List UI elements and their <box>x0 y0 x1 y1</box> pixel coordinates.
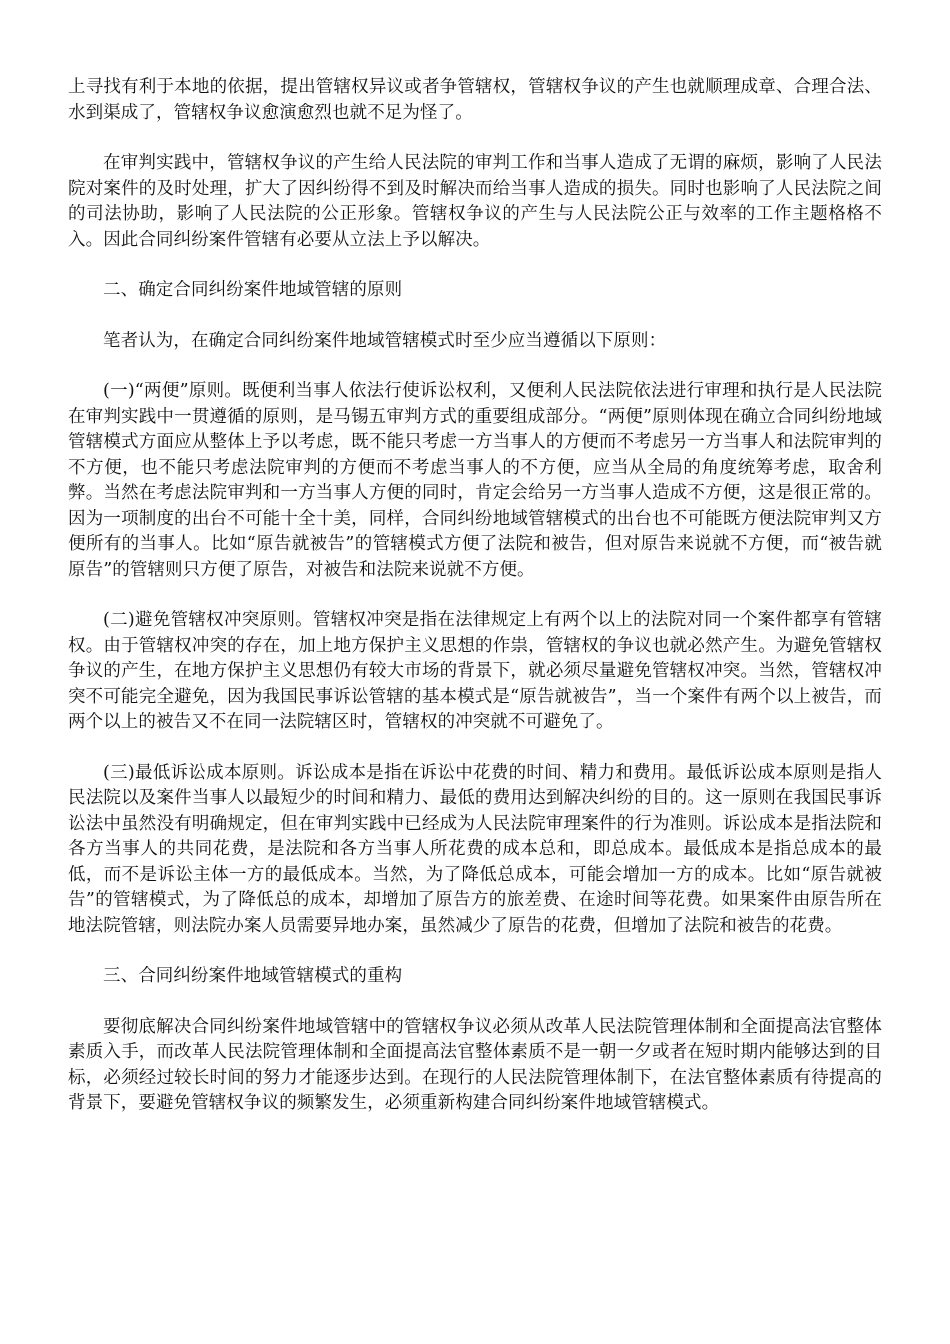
document-body <box>68 75 882 1142</box>
paragraph-jurisdiction-dispute-impact: 在审判实践中，管辖权争议的产生给人民法院的审判工作和当事人造成了无谓的麻烦，影响了人民法院对案件的及时处理，扩大了因纠纷得不到及时解决而给当事人造成的损失。同时也影响了人民法院之间的司法协助，影响了人民法院的公正形象。管辖权争议的产生与人民法院公正与效率的工作主题格格不入。因此合同纠纷案件管辖有必要从立法上予以解决。 <box>68 153 882 250</box>
paragraph-reconstruction: 要彻底解决合同纠纷案件地域管辖中的管辖权争议必须从改革人民法院管理体制和全面提高法官整体素质入手，而改革人民法院管理体制和全面提高法官整体素质不是一朝一夕或者在短时期内能够达到的目标，必须经过较长时间的努力才能逐步达到。在现行的人民法院管理体制下，在法官整体素质有待提高的背景下，要避免管辖权争议的频繁发生，必须重新构建合同纠纷案件地域管辖模式。 <box>68 1016 882 1113</box>
paragraph-continuation: 上寻找有利于本地的依据，提出管辖权异议或者争管辖权，管辖权争议的产生也就顺理成章、合理合法、水到渠成了，管辖权争议愈演愈烈也就不足为怪了。 <box>68 77 882 123</box>
paragraph-principle-avoid-conflict: (二)避免管辖权冲突原则。管辖权冲突是指在法律规定上有两个以上的法院对同一个案件都享有管辖权。由于管辖权冲突的存在，加上地方保护主义思想的作祟，管辖权的争议也就必然产生。为避免管辖权争议的产生，在地方保护主义思想仍有较大市场的背景下，就必须尽量避免管辖权冲突。当然，管辖权冲突不可能完全避免，因为我国民事诉讼管辖的基本模式是“原告就被告”，当一个案件有两个以上被告，而两个以上的被告又不在同一法院辖区时，管辖权的冲突就不可避免了。 <box>68 610 882 732</box>
section-heading-principles: 二、确定合同纠纷案件地域管辖的原则 <box>103 280 403 300</box>
paragraph-principles-intro: 笔者认为，在确定合同纠纷案件地域管辖模式时至少应当遵循以下原则： <box>103 330 667 351</box>
section-heading-reconstruction: 三、合同纠纷案件地域管辖模式的重构 <box>103 966 403 986</box>
paragraph-principle-convenience: (一)“两便”原则。既便利当事人依法行使诉讼权利，又便利人民法院依法进行审理和执行是人民法院在审判实践中一贯遵循的原则，是马锡五审判方式的重要组成部分。“两便”原则体现在确立合同纠纷地域管辖模式方面应从整体上予以考虑，既不能只考虑一方当事人的方便而不考虑另一方当事人和法院审判的不方便，也不能只考虑法院审判的方便而不考虑当事人的不方便，应当从全局的角度统筹考虑，取舍利弊。当然在考虑法院审判和一方当事人方便的同时，肯定会给另一方当事人造成不方便，这是很正常的。因为一项制度的出台不可能十全十美，同样，合同纠纷地域管辖模式的出台也不可能既方便法院审判又方便所有的当事人。比如“原告就被告”的管辖模式方便了法院和被告，但对原告来说就不方便，而“被告就原告”的管辖则只方便了原告，对被告和法院来说就不方便。 <box>68 381 882 580</box>
paragraph-principle-lowest-cost: (三)最低诉讼成本原则。诉讼成本是指在诉讼中花费的时间、精力和费用。最低诉讼成本原则是指人民法院以及案件当事人以最短少的时间和精力、最低的费用达到解决纠纷的目的。这一原则在我国民事诉讼法中虽然没有明确规定，但在审判实践中已经成为人民法院审理案件的行为准则。诉讼成本是指法院和各方当事人的共同花费，是法院和各方当事人所花费的成本总和，即总成本。最低成本是指总成本的最低，而不是诉讼主体一方的最低成本。当然，为了降低总成本，可能会增加一方的成本。比如“原告就被告”的管辖模式，为了降低总的成本，却增加了原告方的旅差费、在途时间等花费。如果案件由原告所在地法院管辖，则法院办案人员需要异地办案，虽然减少了原告的花费，但增加了法院和被告的花费。 <box>68 762 882 936</box>
